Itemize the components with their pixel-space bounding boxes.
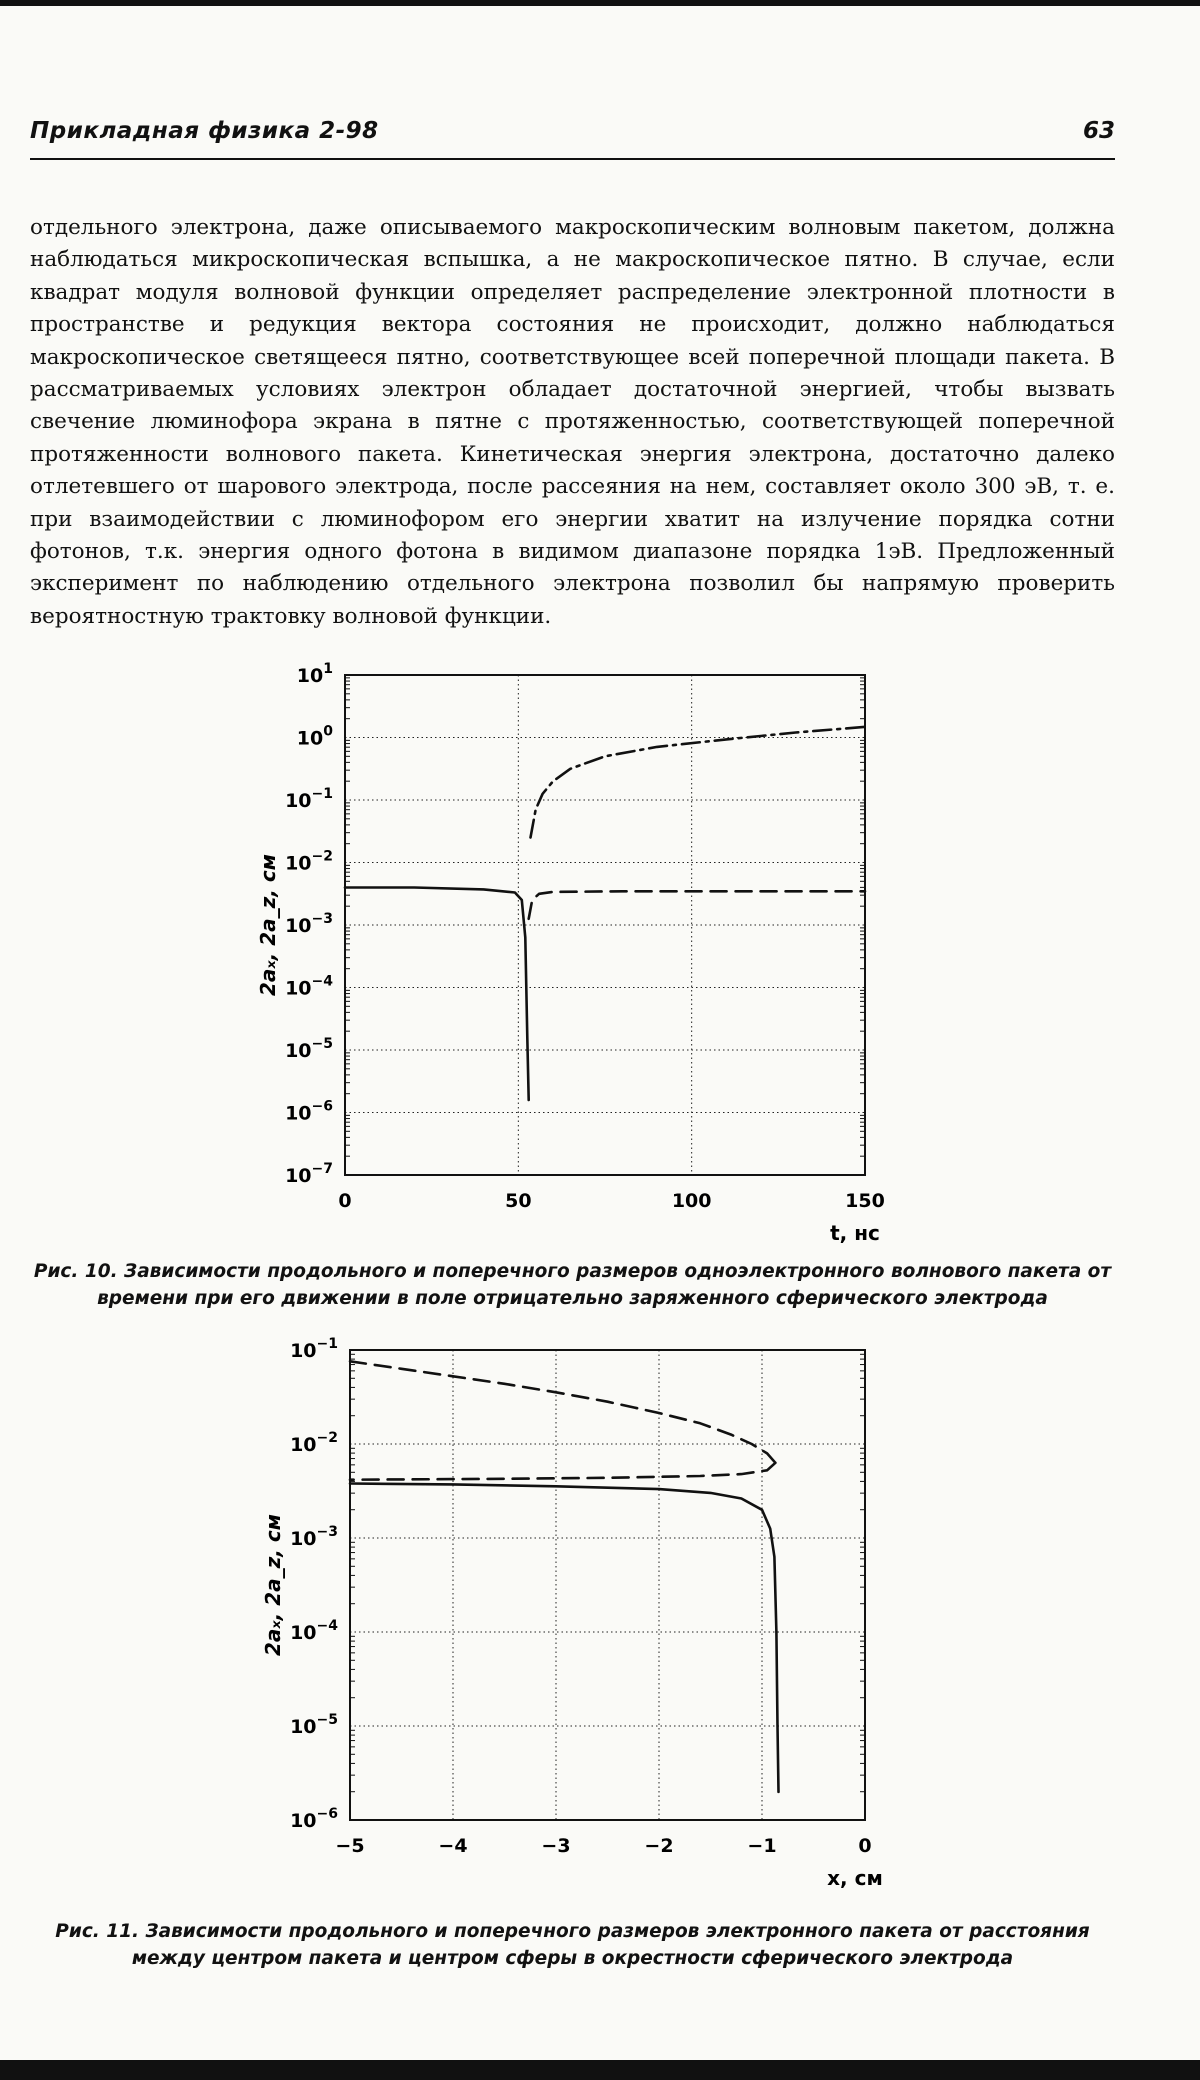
y-tick-label — [285, 1161, 333, 1187]
x-tick-label: −4 — [438, 1835, 468, 1857]
y-tick-base: 10 — [285, 915, 312, 937]
y-tick-exponent: −2 — [311, 848, 333, 865]
x-tick-label: −3 — [541, 1835, 571, 1857]
x-tick-label: 0 — [858, 1835, 872, 1857]
y-tick-label — [297, 724, 333, 750]
y-tick-exponent: −4 — [316, 1618, 338, 1634]
y-tick-label — [285, 786, 333, 812]
y-axis-label: 2aₓ, 2a_z, см — [261, 1513, 285, 1657]
y-tick-exponent: −5 — [316, 1712, 338, 1728]
x-tick-label: −1 — [747, 1835, 777, 1857]
y-tick-label — [290, 1524, 338, 1550]
series-line-dashed — [350, 1463, 775, 1480]
y-tick-exponent: −6 — [311, 1098, 333, 1115]
figure-11 — [230, 1328, 910, 1908]
x-axis-label: t, нс — [830, 1221, 880, 1245]
y-tick-label — [290, 1336, 338, 1362]
x-tick-label: 100 — [671, 1190, 712, 1212]
scan-bottom-edge — [0, 2060, 1200, 2080]
x-tick-label: −5 — [335, 1835, 365, 1857]
journal-title: Прикладная физика 2-98 — [30, 118, 379, 144]
y-tick-base: 10 — [296, 727, 324, 750]
y-tick-label — [285, 1099, 333, 1125]
figure-10-caption: Рис. 10. Зависимости продольного и поперечного размеров одноэлектронного волнового пакета от времени при его движении в поле отрицательно заряженного сферического электрода — [33, 1261, 1112, 1309]
figure-11-chart — [230, 1328, 910, 1908]
series-line-dashed — [529, 891, 865, 919]
page-number: 63 — [1082, 118, 1115, 144]
series-line-dashed — [350, 1361, 775, 1463]
y-tick-label — [290, 1618, 338, 1644]
y-tick-base: 10 — [296, 665, 324, 687]
y-tick-exponent: −1 — [316, 1336, 338, 1352]
body-paragraph: отдельного электрона, даже описываемого макроскопическим волновым пакетом, должна наблюдаться микроскопическая вспышка, а не макроскопическое пятно. В случае, если квадрат модуля волновой функции определяет распределение электронной плотности в пространстве и редукция вектора состояния не происходит, должно наблюдаться макроскопическое светящееся пятно, соответствующее всей поперечной площади пакета. В рассматриваемых условиях электрон обладает достаточной энергией, чтобы вызвать свечение люминофора экрана в пятне с протяженностью, соответствующей поперечной протяженности волнового пакета. Кинетическая энергия электрона, достаточно далеко отлетевшего от шарового электрода, после рассеяния на нем, составляет около 300 эВ, т. е. при взаимодействии с люминофором его энергии хватит на излучение порядка сотни фотонов, т.к. энергия одного фотона в видимом диапазоне порядка 1эВ. Предложенный эксперимент по наблюдению отдельного электрона позволил бы напрямую проверить вероятностную трактовку волновой функции. — [30, 215, 1115, 629]
y-tick-exponent: −2 — [316, 1430, 338, 1446]
y-tick-label — [285, 849, 333, 875]
y-tick-base: 10 — [285, 1040, 312, 1062]
y-tick-label — [290, 1430, 338, 1456]
y-tick-base: 10 — [290, 1622, 317, 1644]
y-tick-exponent: −7 — [311, 1161, 333, 1177]
y-tick-label — [290, 1806, 338, 1832]
series-line-solid — [350, 1484, 779, 1792]
figure-10-chart — [230, 655, 910, 1255]
y-tick-base: 10 — [285, 1102, 312, 1125]
y-tick-base: 10 — [290, 1434, 317, 1456]
y-tick-base: 10 — [285, 1165, 312, 1187]
x-tick-label: 0 — [338, 1190, 352, 1212]
y-tick-exponent: −3 — [311, 911, 333, 927]
scan-top-edge — [0, 0, 1200, 6]
y-tick-base: 10 — [290, 1810, 317, 1832]
series-line-dash-dot — [531, 727, 866, 838]
y-tick-base: 10 — [285, 977, 312, 1000]
y-tick-base: 10 — [290, 1528, 317, 1550]
y-tick-base: 10 — [290, 1716, 317, 1738]
running-header — [30, 118, 1115, 160]
y-tick-label — [290, 1712, 338, 1738]
series-line-solid — [345, 888, 529, 1101]
y-tick-label — [285, 1036, 333, 1062]
x-axis-label: x, см — [827, 1866, 883, 1890]
y-tick-exponent: −3 — [316, 1524, 338, 1540]
y-tick-base: 10 — [285, 852, 312, 875]
y-tick-exponent: −1 — [311, 786, 333, 802]
figure-10 — [230, 655, 910, 1255]
y-axis-label: 2aₓ, 2a_z, см — [256, 853, 280, 997]
y-tick-label — [285, 911, 333, 937]
y-tick-base: 10 — [290, 1340, 317, 1362]
figure-11-caption: Рис. 11. Зависимости продольного и поперечного размеров электронного пакета от расстояния между центром пакета и центром сферы в окрестности сферического электрода — [55, 1921, 1090, 1969]
x-tick-label: −2 — [644, 1835, 674, 1857]
y-tick-exponent: −4 — [311, 973, 333, 990]
x-tick-label: 150 — [845, 1190, 885, 1212]
y-tick-exponent: −6 — [316, 1806, 338, 1822]
plot-frame — [350, 1350, 865, 1820]
y-tick-label — [297, 661, 333, 687]
y-tick-base: 10 — [285, 790, 312, 812]
y-tick-exponent: −5 — [311, 1036, 333, 1052]
x-tick-label: 50 — [505, 1190, 532, 1212]
y-tick-label — [285, 974, 333, 1000]
y-tick-exponent: 1 — [323, 661, 333, 677]
y-tick-exponent: 0 — [323, 723, 333, 740]
